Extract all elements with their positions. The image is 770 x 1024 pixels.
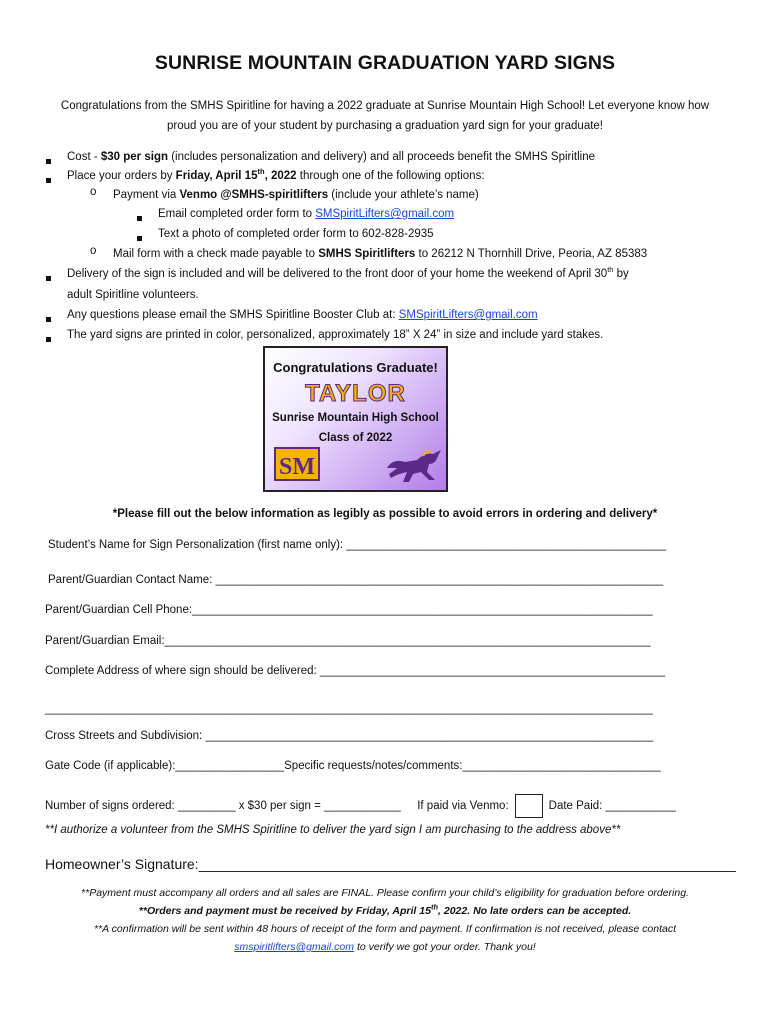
bullet-bold: $30 per sign: [100, 151, 168, 163]
superscript: th: [430, 902, 439, 912]
bullet-text: (include your athlete’s name): [328, 189, 479, 201]
bullet-text: through one of the following options:: [296, 170, 485, 182]
bullet-text: Place your orders by: [67, 170, 176, 182]
sample-yard-sign: [263, 346, 448, 492]
contact-name-field[interactable]: Parent/Guardian Contact Name: ______________________________________________________________________: [48, 574, 664, 586]
bullet-text: Delivery of the sign is included and will be delivered to the front door of your home the weekend of April 30: [67, 268, 608, 280]
superscript: th: [257, 167, 265, 177]
footer-text: , 2022. No late orders can be accepted.: [438, 905, 632, 917]
bullet-marker: [137, 212, 142, 224]
cell-phone-field[interactable]: Parent/Guardian Cell Phone:________________________________________________________________________: [45, 604, 653, 616]
authorization-statement: **I authorize a volunteer from the SMHS Spiritline to deliver the yard sign I am purchasing to the address above**: [45, 824, 621, 836]
bullet-text: Email completed order form to: [158, 208, 316, 220]
bullet-text: by: [613, 268, 629, 280]
address-field[interactable]: Complete Address of where sign should be delivered: ______________________________________________________: [45, 665, 666, 677]
bullet-venmo: [113, 186, 479, 205]
bullet-marker: [137, 232, 142, 244]
paid-venmo-label: If paid via Venmo:: [417, 800, 509, 813]
bullet-text-photo: Text a photo of completed order form to 602-828-2935: [158, 228, 434, 240]
bullet-text: Any questions please email the SMHS Spiritline Booster Club at:: [67, 309, 399, 321]
footer-email-link[interactable]: smspiritlifters@gmail.com: [234, 941, 355, 953]
email-field[interactable]: Parent/Guardian Email:____________________________________________________________________________: [45, 635, 651, 647]
deadline-date: Friday, April 15: [175, 170, 258, 182]
page-title: SUNRISE MOUNTAIN GRADUATION YARD SIGNS: [154, 52, 616, 74]
payee-name: SMHS Spiritlifters: [318, 248, 416, 260]
bullet-marker: [46, 174, 51, 186]
bullet-marker: [46, 333, 51, 345]
bullet-delivery: [67, 265, 629, 284]
footer-contact-line: [0, 941, 770, 953]
footer-confirmation-note: **A confirmation will be sent within 48 hours of receipt of the form and payment. If confirmation is not received, please contact: [93, 923, 677, 935]
superscript: th: [607, 265, 614, 275]
bullet-cost: [67, 148, 595, 167]
signature-field[interactable]: Homeowner’s Signature:_____________________________________________________________________: [45, 856, 736, 872]
intro-paragraph: Congratulations from the SMHS Spiritline for having a 2022 graduate at Sunrise Mountain High School! Let everyone know how proud you are of your student by purchasing a graduation yard sign for your graduate!: [60, 100, 710, 132]
svg-text:SM: SM: [279, 454, 315, 480]
date-paid-field[interactable]: Date Paid: ___________: [548, 800, 676, 813]
bullet-text: (includes personalization and delivery) and all proceeds benefit the SMHS Spiritline: [168, 151, 596, 163]
form-instructions: *Please fill out the below information as legibly as possible to avoid errors in ordering and delivery*: [112, 508, 658, 520]
bullet-text: Payment via: [113, 189, 180, 201]
footer-payment-note: **Payment must accompany all orders and all sales are FINAL. Please confirm your child’s eligibility for graduation before ordering.: [81, 887, 689, 899]
venmo-paid-checkbox[interactable]: [515, 794, 543, 818]
bullet-place-order: [67, 167, 485, 186]
bullet-marker: [46, 272, 51, 284]
venmo-handle: Venmo @SMHS-spiritlifters: [179, 189, 329, 201]
order-line: [45, 794, 676, 818]
sign-school: Sunrise Mountain High School: [272, 412, 439, 424]
footer-text: to verify we got your order. Thank you!: [354, 941, 536, 953]
sm-logo-icon: [273, 444, 321, 484]
address-line2-field[interactable]: _______________________________________________________________________________________________: [45, 703, 653, 715]
bullet-text: Cost -: [67, 151, 101, 163]
email-link[interactable]: SMSpiritLifters@gmail.com: [398, 309, 538, 321]
bullet-email: [158, 205, 454, 224]
num-signs-field[interactable]: Number of signs ordered: _________ x $30 per sign = ____________: [45, 800, 401, 813]
bullet-text: to 26212 N Thornhill Drive, Peoria, AZ 85383: [415, 248, 648, 260]
student-name-field[interactable]: Student’s Name for Sign Personalization (first name only): __________________________________________________: [48, 539, 667, 551]
sub-bullet-marker: o: [90, 245, 97, 257]
sign-graduate-name: TAYLOR: [305, 380, 406, 407]
bullet-marker: [46, 155, 51, 167]
bullet-delivery-cont: adult Spiritline volunteers.: [67, 289, 199, 301]
sub-bullet-marker: o: [90, 186, 97, 198]
gate-code-field[interactable]: Gate Code (if applicable):_________________Specific requests/notes/comments:_______________________________: [45, 760, 661, 772]
sign-class: Class of 2022: [318, 432, 393, 444]
cross-streets-field[interactable]: Cross Streets and Subdivision: ______________________________________________________________________: [45, 730, 654, 742]
footer-deadline-note: [0, 902, 770, 917]
bullet-mail: [113, 245, 647, 264]
footer-text: **Orders and payment must be received by Friday, April 15: [138, 905, 431, 917]
bullet-text: Mail form with a check made payable to: [113, 248, 319, 260]
bullet-marker: [46, 313, 51, 325]
bullet-questions: [67, 306, 538, 325]
bullet-printed: The yard signs are printed in color, personalized, approximately 18” X 24” in size and include yard stakes.: [67, 329, 604, 341]
mustang-mascot-icon: [383, 448, 445, 484]
deadline-year: , 2022: [264, 170, 297, 182]
sign-congrats: Congratulations Graduate!: [273, 360, 438, 375]
email-link[interactable]: SMSpiritLifters@gmail.com: [315, 208, 455, 220]
